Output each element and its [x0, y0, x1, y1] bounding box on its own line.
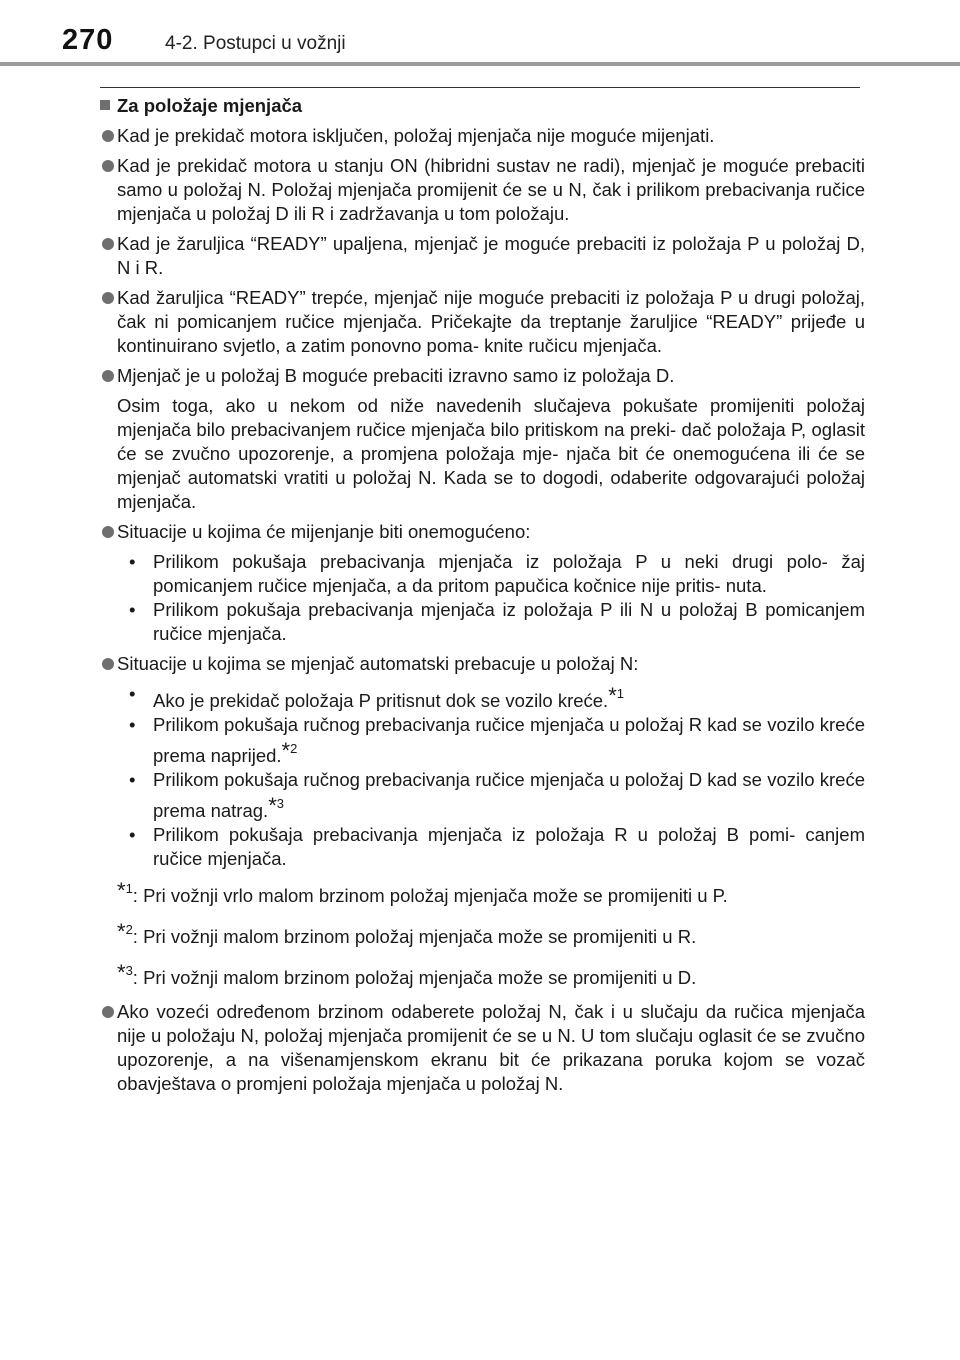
sub-list-item: • Prilikom pokušaja prebacivanja mjenjača iz položaja P u neki drugi polo- žaj pomicanjem ručice mjenjača, a da pritom papučica kočnice nije pritis- nuta.	[129, 551, 865, 596]
round-bullet-icon	[102, 1006, 114, 1018]
sub-list-item: • Prilikom pokušaja ručnog prebacivanja ručice mjenjača u položaj R kad se vozilo kreće prema naprijed.*$^2$	[129, 714, 865, 766]
footnote-ref: 3	[125, 963, 133, 978]
page-content	[100, 94, 865, 1102]
dash-bullet-icon: •	[129, 599, 136, 620]
round-bullet-icon	[102, 526, 114, 538]
sub-list	[100, 682, 865, 871]
footnote-ref: 2	[125, 922, 133, 937]
body-paragraph: Osim toga, ako u nekom od niže navedenih slučajeva pokušate promijeniti položaj mjenjača bilo prebacivanjem ručice mjenjača bilo pritiskom na preki- dač položaja P, oglasit će se zvučno upozorenje, a promjena položaja mje- njača bit će onemogućena ili će se mjenjač automatski vratiti u položaj N. Kada se to dogodi, odaberite odgovarajući položaj mjenjača.	[117, 395, 865, 512]
footnote-ref: 3	[276, 796, 284, 811]
heading-text: Za položaje mjenjača	[117, 95, 303, 116]
list-item: Kad je prekidač motora isključen, položaj mjenjača nije moguće mijenjati.	[100, 124, 865, 148]
footnote-ref: 1	[616, 686, 624, 701]
content-rule	[100, 87, 860, 88]
footnote-star: *	[268, 793, 277, 818]
footnote-star: *	[281, 738, 291, 763]
list-item: Kad je žaruljica “READY” upaljena, mjenjač je moguće prebaciti iz položaja P u položaj D, N i R.	[100, 232, 865, 280]
sub-list-item: • Prilikom pokušaja prebacivanja mjenjača iz položaja R u položaj B pomi- canjem ručice mjenjača.	[129, 824, 865, 869]
sub-list-item: • Ako je prekidač položaja P pritisnut dok se vozilo kreće.*$^1$	[129, 683, 624, 711]
footnote-star: *	[117, 960, 126, 985]
list-item: Situacije u kojima se mjenjač automatski prebacuje u položaj N:	[100, 652, 865, 676]
list-item: Mjenjač je u položaj B moguće prebaciti izravno samo iz položaja D.	[100, 364, 865, 388]
square-bullet-icon	[100, 100, 110, 110]
round-bullet-icon	[102, 658, 114, 670]
sub-list-item: • Prilikom pokušaja prebacivanja mjenjača iz položaja P ili N u položaj B pomicanjem ručice mjenjača.	[129, 599, 865, 644]
dash-bullet-icon: •	[129, 551, 136, 572]
footnote-star: *	[117, 919, 126, 944]
list-item: Situacije u kojima će mijenjanje biti onemogućeno:	[100, 520, 865, 544]
dash-bullet-icon: •	[129, 714, 136, 735]
footnote-ref: 2	[290, 741, 298, 756]
sub-list-item: • Prilikom pokušaja ručnog prebacivanja ručice mjenjača u položaj D kad se vozilo kreće prema natrag.*$^3$	[129, 769, 865, 821]
footnote-ref: 1	[125, 881, 133, 896]
footnote-star: *	[608, 683, 617, 708]
page-number: 270	[62, 24, 114, 56]
round-bullet-icon	[102, 292, 114, 304]
round-bullet-icon	[102, 130, 114, 142]
round-bullet-icon	[102, 238, 114, 250]
subsection-heading	[100, 94, 865, 118]
footnote-star: *	[117, 878, 126, 903]
list-item: Kad žaruljica “READY” trepće, mjenjač nije moguće prebaciti iz položaja P u drugi položaj, čak ni pomicanjem ručice mjenjača. Pričekajte da treptanje žaruljice “READY” prijeđe u kontinuirano svjetlo, a zatim ponovno poma- knite ručicu mjenjača.	[100, 286, 865, 358]
round-bullet-icon	[102, 160, 114, 172]
dash-bullet-icon: •	[129, 824, 136, 845]
sub-list	[100, 550, 865, 646]
footnote: *$^1$: Pri vožnji vrlo malom brzinom položaj mjenjača može se promijeniti u P.	[117, 878, 728, 906]
dash-bullet-icon: •	[129, 769, 136, 790]
list-item: Kad je prekidač motora u stanju ON (hibridni sustav ne radi), mjenjač je moguće prebaciti samo u položaj N. Položaj mjenjača promijenit će se u N, čak i prilikom prebacivanja ručice mjenjača u položaj D ili R i zadržavanja u tom položaju.	[100, 154, 865, 226]
list-item: Ako vozeći određenom brzinom odaberete položaj N, čak i u slučaju da ručica mjenjača nije u položaju N, položaj mjenjača promijenit će se u N. U tom slučaju oglasit će se zvučno upozorenje, a na višenamjenskom ekranu bit će prikazana poruka kojom se vozač obavještava o promjeni položaja mjenjača u položaj N.	[100, 1000, 865, 1096]
footnote: *$^3$: Pri vožnji malom brzinom položaj mjenjača može se promijeniti u D.	[117, 960, 697, 988]
page-header	[0, 0, 960, 70]
section-title: 4-2. Postupci u vožnji	[165, 33, 346, 54]
header-rule	[0, 62, 960, 66]
footnote: *$^2$: Pri vožnji malom brzinom položaj mjenjača može se promijeniti u R.	[117, 919, 697, 947]
round-bullet-icon	[102, 370, 114, 382]
dash-bullet-icon: •	[129, 683, 136, 704]
